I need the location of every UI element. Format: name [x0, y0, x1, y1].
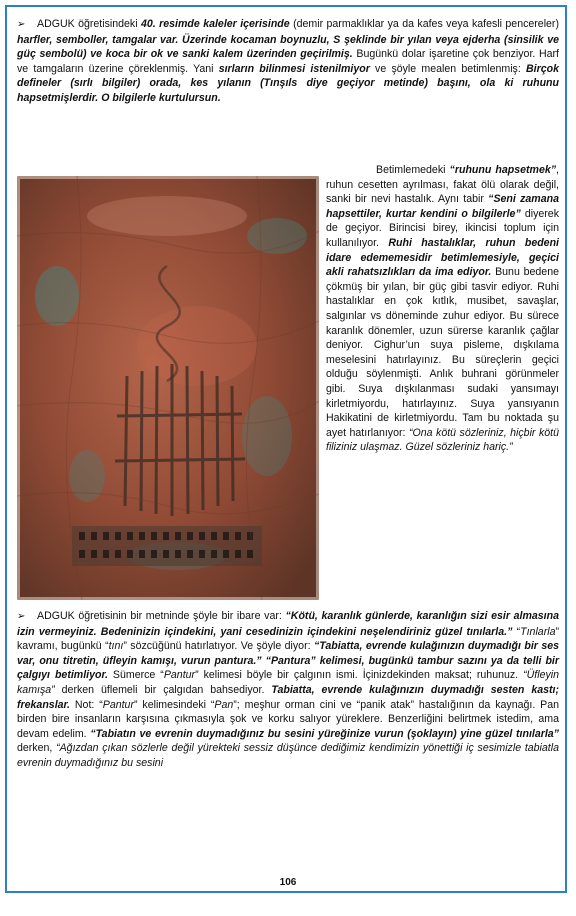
text-run: “Tabiatta, evrende kulağınızın duymadığı bir ses var, onu titretin, üfleyin kamışı, vurun pantura.” “Pantura” kelimesi, bugünkü tambur sazını ya da telli bir çalgıyı betimliyor. — [17, 640, 559, 682]
text-run: Pantur — [163, 669, 196, 682]
text-run: Not: “ — [70, 698, 103, 711]
text-run: Birçok defineler (sırlı bilgiler) orada, kes yılanın (Tınşıls diye geçiyor metinde) başını, ola ki ruhunu hapsetmişlerdir. O bilgilerle kurtulursun. — [17, 62, 559, 104]
text-run: derken üflemeli bir çalgıdan bahsediyor. — [54, 683, 272, 696]
text-run: tını — [108, 640, 124, 653]
text-run: “Ona kötü sözleriniz, hiçbir kötü filiziniz ulaşmaz. Güzel sözleriniz hariç.” — [326, 426, 559, 454]
text-run: ADGUK öğretisinin bir metninde şöyle bir ibare var: — [37, 610, 286, 622]
text-run: “Seni zamana hapsettiler, kurtar kendini o bilgilerle” — [326, 193, 559, 220]
text-run: Sümerce “ — [107, 669, 164, 682]
text-run: , ruhun cesetten ayrılması, fakat ölü olarak değil, sanki bir nevi hastalık. Aynı tabir — [326, 164, 559, 206]
text-run: ” sözcüğünü hatırlatıyor. Ve şöyle diyor: — [123, 640, 314, 653]
text-run: (demir parmaklıklar ya da kafes veya kafesli pencereler) — [289, 18, 559, 30]
text-run: ADGUK öğretisindeki — [37, 18, 141, 30]
text-run: derken, — [17, 742, 57, 755]
text-run: Pantur — [102, 698, 134, 711]
paragraph-1-body — [17, 18, 559, 104]
text-run: Bugünkü dolar işaretine çok benziyor. Harf ve tamgaların üzerine çöreklenmiş. Yani — [17, 48, 560, 75]
text-run: ” kelimesi böyle bir çalgının ismi. İçinizdekinden maksat; ruhunuz. — [195, 669, 524, 682]
paragraph-3 — [17, 609, 559, 771]
text-run: ” kavramı, bugünkü “ — [17, 625, 559, 653]
arrow-bullet-icon: ➢ — [17, 19, 26, 30]
manuscript-photo — [17, 176, 319, 600]
text-run: ” kelimesindeki “ — [133, 698, 215, 711]
text-run: Ruhi hastalıklar, ruhun bedeni idare edememesidir betimlemesiyle, geçici akli rahatsızlıkları da ima ediyor. — [326, 236, 559, 279]
text-run: Tınlarla — [520, 625, 556, 638]
text-run: sırların bilinmesi istenilmiyor — [218, 62, 370, 75]
paragraph-3-body — [17, 610, 559, 769]
text-run: ve şöyle mealen betimlenmiş: — [369, 62, 527, 75]
arrow-bullet-icon: ➢ — [17, 611, 26, 622]
manuscript-image — [17, 176, 319, 600]
paragraph-1 — [17, 17, 559, 106]
paragraph-2-body — [326, 164, 559, 453]
page-number: 106 — [279, 877, 297, 888]
text-run: Betimlemedeki — [376, 164, 450, 176]
text-run: “ — [512, 625, 521, 638]
text-run: harfler, semboller, tamgalar var. Üzerinde kocaman boynuzlu, S şeklinde bir yılan veya ejderha (sinsilik ve güç sembolü) ve koca bir ok ve sanki kalem üzerinden geçirilmiş. — [17, 33, 559, 61]
text-run: Tabiatta, evrende kulağınızın duymadığı sesten kastı; frekanslar. — [17, 683, 559, 711]
text-run: “ruhunu hapsetmek” — [449, 164, 557, 176]
text-run: 40. resimde kaleler içerisinde — [141, 18, 290, 30]
text-run: ”; meşhur orman cini ve “panik atak” hastalığının da kaynağı. Pan birden bire insanların karşısına çıkmasıyla şok ve korku salıyor yüreklere. Benzerliğini belirtmek istedim, ama devam edelim. — [17, 698, 560, 740]
text-run: “Ağızdan çıkan sözlerle değil yürekteki sessiz düşünce dediğimiz kendimizin yönettiği iç sesimizle tabiatla evrenin duymadığınız bu sesini — [17, 742, 559, 769]
text-run: “Üfleyin kamışa” — [17, 669, 560, 696]
text-run: Pan — [214, 698, 234, 711]
text-run: “Kötü, karanlık günlerde, karanlığın sizi esir almasına izin vermeyiniz. Bedeninizin içindekini, yani cesedinizin içindekini neşelendiriniz güzel tınılarla.” — [17, 610, 559, 638]
text-run: Bunu bedene çökmüş bir yılan, bir güç gibi tasvir ediyor. Ruhi hastalıklar en çok kıtlık, musibet, savaşlar, salgınlar vs döneminde zuhur ediyor. Bu sürece karanlık dönemler, uzun sürerse karanlık çağlar deniyor. Cighur’un suya pisleme, dışkılama meselesini hatırlayınız. Bu süreçlerin geçici olduğu söylenmişti. Anlık buhrani görünmeler gibi. Suya dışkılanması sudaki yansımayı kirletmiyordu, hatırlayınız. Suya yansıyanın Hakikatini de kirletmiyordu. Tam bu noktada şu ayet hatırlanıyor: — [326, 266, 559, 439]
paragraph-2 — [326, 163, 559, 455]
text-run: diyerek de geçiyor. Birincisi birey, ikincisi toplum için kullanılıyor. — [326, 207, 559, 249]
text-run: “Tabiatın ve evrenin duymadığınız bu sesini yüreğinize vurun (şoklayın) yine güzel tınılarla” — [90, 727, 559, 740]
